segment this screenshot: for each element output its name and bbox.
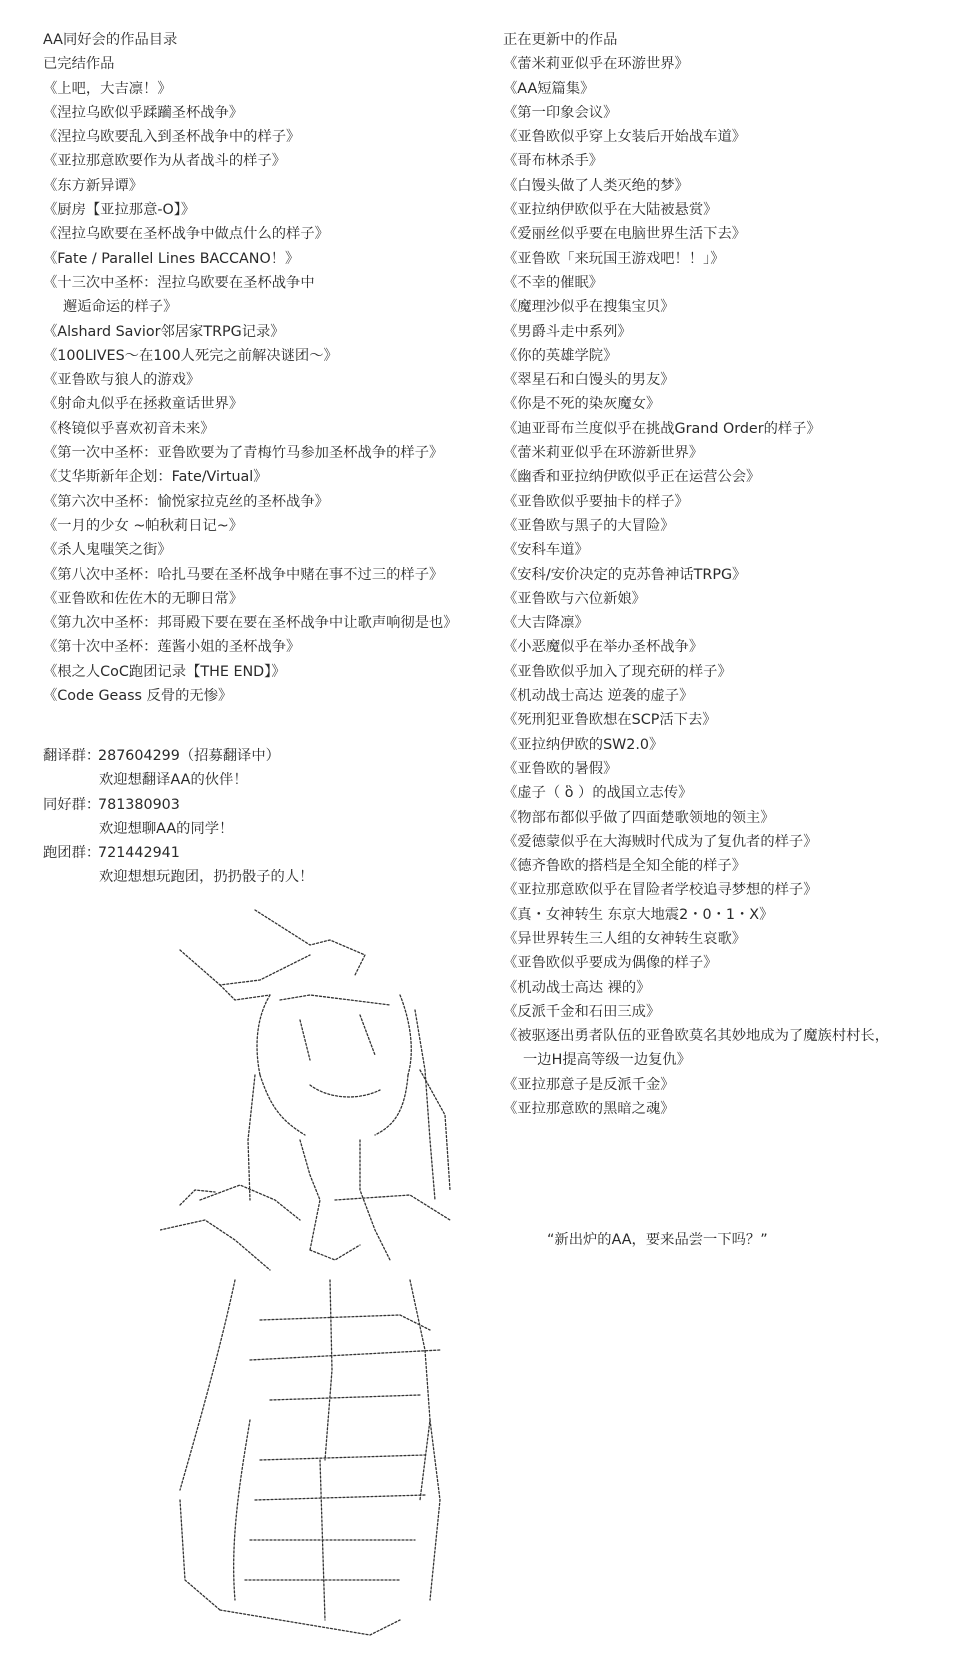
ongoing-work-item: 《虚子（ ὃ ）的战国立志传》 xyxy=(503,785,693,802)
ongoing-work-item: 《机动战士高达 逆袭的虚子》 xyxy=(503,688,694,705)
completed-work-item: 《第八次中圣杯：哈扎马要在圣杯战争中赌在事不过三的样子》 xyxy=(43,566,444,583)
completed-work-item: 《Alshard Savior邻居家TRPG记录》 xyxy=(43,323,285,340)
ongoing-work-item: 《魔理沙似乎在搜集宝贝》 xyxy=(503,299,675,316)
ongoing-work-item: 《亚鲁欧似乎穿上女装后开始战车道》 xyxy=(503,129,747,146)
ongoing-work-item: 《物部布都似乎做了四面楚歌领地的领主》 xyxy=(503,809,775,826)
ongoing-work-item: 《反派千金和石田三成》 xyxy=(503,1003,661,1020)
ongoing-work-item: 一边H提高等级一边复仇》 xyxy=(523,1052,692,1069)
catalog-header: AA同好会的作品目录 xyxy=(43,32,178,48)
completed-work-item: 《亚鲁欧和佐佐木的无聊日常》 xyxy=(43,590,244,607)
contact-value: 287604299（招募翻译中） xyxy=(98,748,280,764)
ongoing-work-item: 《德齐鲁欧的搭档是全知全能的样子》 xyxy=(503,858,747,875)
completed-work-item: 《涅拉乌欧要乱入到圣杯战争中的样子》 xyxy=(43,129,301,146)
ongoing-work-item: 《亚鲁欧的暑假》 xyxy=(503,760,618,777)
completed-works-list xyxy=(43,77,493,709)
completed-work-item: 《Fate / Parallel Lines BACCANO！》 xyxy=(43,250,300,267)
ongoing-work-item: 《爱丽丝似乎要在电脑世界生活下去》 xyxy=(503,226,747,243)
contact-label: 跑团群： xyxy=(43,845,101,862)
completed-work-item: 《射命丸似乎在拯救童话世界》 xyxy=(43,396,244,413)
ongoing-work-item: 《蕾米莉亚似乎在环游新世界》 xyxy=(503,445,704,462)
ongoing-work-item: 《AA短篇集》 xyxy=(503,80,595,97)
ongoing-work-item: 《哥布林杀手》 xyxy=(503,153,604,170)
ascii-art-character-illustration xyxy=(160,900,520,1650)
ongoing-work-item: 《机动战士高达 裸的》 xyxy=(503,979,651,996)
ongoing-work-item: 《你是不死的染灰魔女》 xyxy=(503,396,661,413)
ongoing-work-item: 《亚鲁欧似乎要抽卡的样子》 xyxy=(503,493,689,510)
ongoing-work-item: 《亚鲁欧似乎加入了现充研的样子》 xyxy=(503,663,732,680)
completed-work-item: 《涅拉乌欧似乎蹂躏圣杯战争》 xyxy=(43,104,244,121)
completed-work-item: 《柊镜似乎喜欢初音未来》 xyxy=(43,420,215,437)
completed-work-item: 邂逅命运的样子》 xyxy=(63,299,178,316)
completed-work-item: 《涅拉乌欧要在圣杯战争中做点什么的样子》 xyxy=(43,226,329,243)
ongoing-work-item: 《异世界转生三人组的女神转生哀歌》 xyxy=(503,930,747,947)
ongoing-work-item: 《亚鲁欧与黑子的大冒险》 xyxy=(503,517,675,534)
ongoing-work-item: 《亚拉那意欧的黑暗之魂》 xyxy=(503,1101,675,1118)
ongoing-work-item: 《亚鲁欧与六位新娘》 xyxy=(503,590,646,607)
contact-value: 721442941 xyxy=(98,845,180,862)
completed-work-item: 《Code Geass 反骨的无惨》 xyxy=(43,688,233,705)
completed-work-item: 《根之人CoC跑团记录【THE END】》 xyxy=(43,663,286,680)
ongoing-work-item: 《翠星石和白馒头的男友》 xyxy=(503,372,675,389)
completed-work-item: 《一月的少女 ~帕秋莉日记~》 xyxy=(43,517,244,534)
completed-work-item: 《亚鲁欧与狼人的游戏》 xyxy=(43,372,201,389)
ongoing-works-column xyxy=(503,28,973,1121)
contact-groups xyxy=(43,744,313,890)
ongoing-work-item: 《安科/安价决定的克苏鲁神话TRPG》 xyxy=(503,566,747,583)
ongoing-work-item: 《幽香和亚拉纳伊欧似乎正在运营公会》 xyxy=(503,469,761,486)
contact-row xyxy=(43,841,313,865)
completed-work-item: 《第六次中圣杯：愉悦家拉克丝的圣杯战争》 xyxy=(43,493,329,510)
contact-note: 欢迎想聊AA的同学！ xyxy=(99,820,234,837)
ongoing-work-item: 《第一印象会议》 xyxy=(503,104,618,121)
contact-note: 欢迎想翻译AA的伙伴！ xyxy=(99,772,248,789)
ongoing-work-item: 《迪亚哥布兰度似乎在挑战Grand Order的样子》 xyxy=(503,420,821,437)
completed-work-item: 《亚拉那意欧要作为从者战斗的样子》 xyxy=(43,153,287,170)
completed-work-item: 《厨房【亚拉那意-O】》 xyxy=(43,202,196,219)
completed-work-item: 《东方新异谭》 xyxy=(43,177,144,194)
ongoing-work-item: 《小恶魔似乎在举办圣杯战争》 xyxy=(503,639,704,656)
speech-quote: “新出炉的AA，要来品尝一下吗？” xyxy=(547,1232,768,1248)
ongoing-work-item: 《死刑犯亚鲁欧想在SCP活下去》 xyxy=(503,712,717,729)
ongoing-work-item: 《亚鲁欧似乎要成为偶像的样子》 xyxy=(503,955,718,972)
completed-work-item: 《十三次中圣杯：涅拉乌欧要在圣杯战争中 xyxy=(43,274,315,291)
completed-work-item: 《第一次中圣杯：亚鲁欧要为了青梅竹马参加圣杯战争的样子》 xyxy=(43,445,444,462)
ongoing-work-item: 《被驱逐出勇者队伍的亚鲁欧莫名其妙地成为了魔族村村长， xyxy=(503,1028,890,1045)
ongoing-work-item: 《亚拉纳伊欧的SW2.0》 xyxy=(503,736,664,753)
contact-label: 同好群： xyxy=(43,796,101,813)
completed-work-item: 《第九次中圣杯：邦哥殿下要在要在圣杯战争中让歌声响彻是也》 xyxy=(43,615,458,632)
contact-note: 欢迎想想玩跑团，扔扔骰子的人！ xyxy=(99,869,314,886)
contact-label: 翻译群： xyxy=(43,748,101,764)
completed-section-title: 已完结作品 xyxy=(43,56,115,73)
contact-value: 781380903 xyxy=(98,796,180,813)
completed-work-item: 《艾华斯新年企划：Fate/Virtual》 xyxy=(43,469,268,486)
completed-works-column xyxy=(43,28,493,708)
ongoing-work-item: 《亚拉那意欧似乎在冒险者学校追寻梦想的样子》 xyxy=(503,882,818,899)
completed-work-item: 《杀人鬼嗤笑之街》 xyxy=(43,542,172,559)
ongoing-work-item: 《男爵斗走中系列》 xyxy=(503,323,632,340)
ongoing-works-list xyxy=(503,52,973,1121)
ongoing-work-item: 《爱德蒙似乎在大海贼时代成为了复仇者的样子》 xyxy=(503,833,818,850)
ongoing-work-item: 《蕾米莉亚似乎在环游世界》 xyxy=(503,56,689,73)
ongoing-work-item: 《亚鲁欧「来玩国王游戏吧！！」》 xyxy=(503,250,725,267)
completed-work-item: 《100LIVES～在100人死完之前解决谜团～》 xyxy=(43,347,338,364)
ongoing-work-item: 《大吉降凛》 xyxy=(503,615,589,632)
ongoing-work-item: 《不幸的催眠》 xyxy=(503,274,604,291)
ongoing-work-item: 《真・女神转生 东京大地震2・0・1・X》 xyxy=(503,906,774,923)
ongoing-work-item: 《亚拉那意子是反派千金》 xyxy=(503,1076,675,1093)
completed-work-item: 《第十次中圣杯：莲酱小姐的圣杯战争》 xyxy=(43,639,301,656)
ongoing-work-item: 《你的英雄学院》 xyxy=(503,347,618,364)
ongoing-work-item: 《安科车道》 xyxy=(503,542,589,559)
ongoing-work-item: 《白馒头做了人类灭绝的梦》 xyxy=(503,177,689,194)
contact-row xyxy=(43,744,313,768)
ongoing-section-title: 正在更新中的作品 xyxy=(503,32,618,48)
ongoing-work-item: 《亚拉纳伊欧似乎在大陆被悬赏》 xyxy=(503,202,718,219)
completed-work-item: 《上吧，大吉凛！》 xyxy=(43,80,172,97)
contact-row xyxy=(43,793,313,817)
